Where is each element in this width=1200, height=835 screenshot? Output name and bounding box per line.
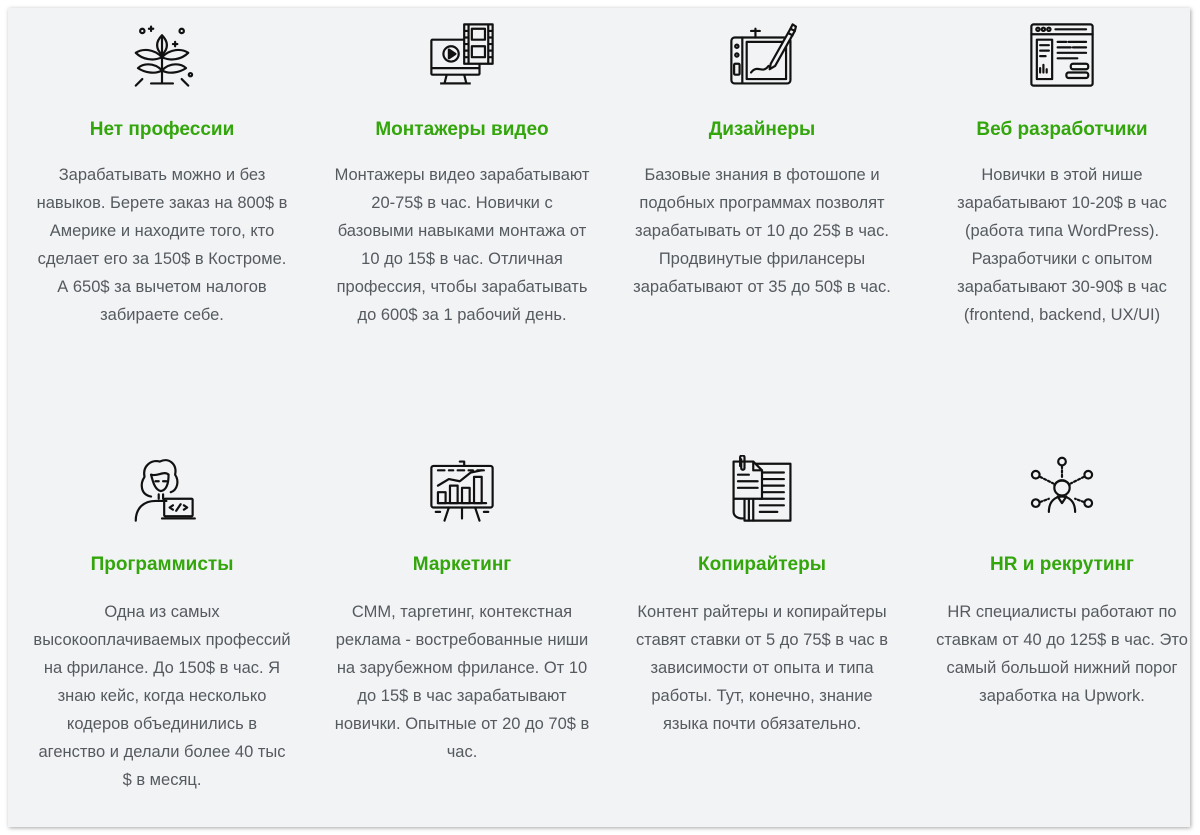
card-description: HR специалисты работают по ставкам от 40 до 125$ в час. Это самый большой нижний порог заработка на Upwork.	[936, 603, 1188, 705]
professions-grid	[12, 8, 1190, 827]
card-no-profession	[12, 8, 312, 445]
programmer-laptop-icon	[125, 453, 199, 527]
card-title: HR и рекрутинг	[990, 554, 1134, 575]
card-description: Контент райтеры и копирайтеры ставят ставки от 5 до 75$ в час в зависимости от опыта и типа работы. Тут, конечно, знание языка почти обязательно.	[636, 603, 888, 733]
plant-sprout-icon	[125, 18, 199, 92]
card-designers	[612, 8, 912, 445]
card-title: Монтажеры видео	[375, 119, 549, 140]
card-title: Веб разработчики	[976, 119, 1148, 140]
card-description: СММ, таргетинг, контекстная реклама - востребованные ниши на зарубежном фрилансе. От 10 до 15$ в час зарабатывают новички. Опытные от 20 до 70$ в час.	[334, 603, 590, 761]
documents-clip-icon	[725, 453, 799, 527]
person-network-icon	[1025, 453, 1099, 527]
content-panel	[8, 8, 1190, 827]
web-browser-window-icon	[1025, 18, 1099, 92]
card-description: Зарабатывать можно и без навыков. Берете заказ на 800$ в Америке и находите того, кто сделает его за 150$ в Костроме. А 650$ за вычетом налогов забираете себе.	[36, 166, 288, 324]
card-title: Копирайтеры	[698, 554, 826, 575]
graphics-tablet-pen-icon	[725, 18, 799, 92]
card-web-developers	[912, 8, 1190, 445]
card-description: Новички в этой нише зарабатывают 10-20$ в час (работа типа WordPress). Разработчики с опытом зарабатывают 30-90$ в час (frontend, backend, UX/UI)	[957, 166, 1167, 324]
presentation-board-chart-icon	[425, 453, 499, 527]
card-title: Нет профессии	[89, 119, 235, 140]
card-programmers	[12, 445, 312, 827]
card-video-editors	[312, 8, 612, 445]
card-marketing	[312, 445, 612, 827]
card-title: Дизайнеры	[708, 119, 816, 140]
video-monitor-icon	[425, 18, 499, 92]
card-title: Маркетинг	[412, 554, 512, 575]
card-title: Программисты	[90, 554, 234, 575]
card-description: Одна из самых высокооплачиваемых профессий на фрилансе. До 150$ в час. Я знаю кейс, когда несколько кодеров объединились в агенство и делали более 40 тыс $ в месяц.	[33, 603, 291, 789]
card-description: Базовые знания в фотошопе и подобных программах позволят зарабатывать от 10 до 25$ в час. Продвинутые фрилансеры зарабатывают от 35 до 50$ в час.	[633, 166, 891, 296]
card-description: Монтажеры видео зарабатывают 20-75$ в час. Новички с базовыми навыками монтажа от 10 до 15$ в час. Отличная профессия, чтобы зарабатывать до 600$ за 1 рабочий день.	[334, 166, 590, 324]
card-copywriters	[612, 445, 912, 827]
card-hr-recruiting	[912, 445, 1190, 827]
